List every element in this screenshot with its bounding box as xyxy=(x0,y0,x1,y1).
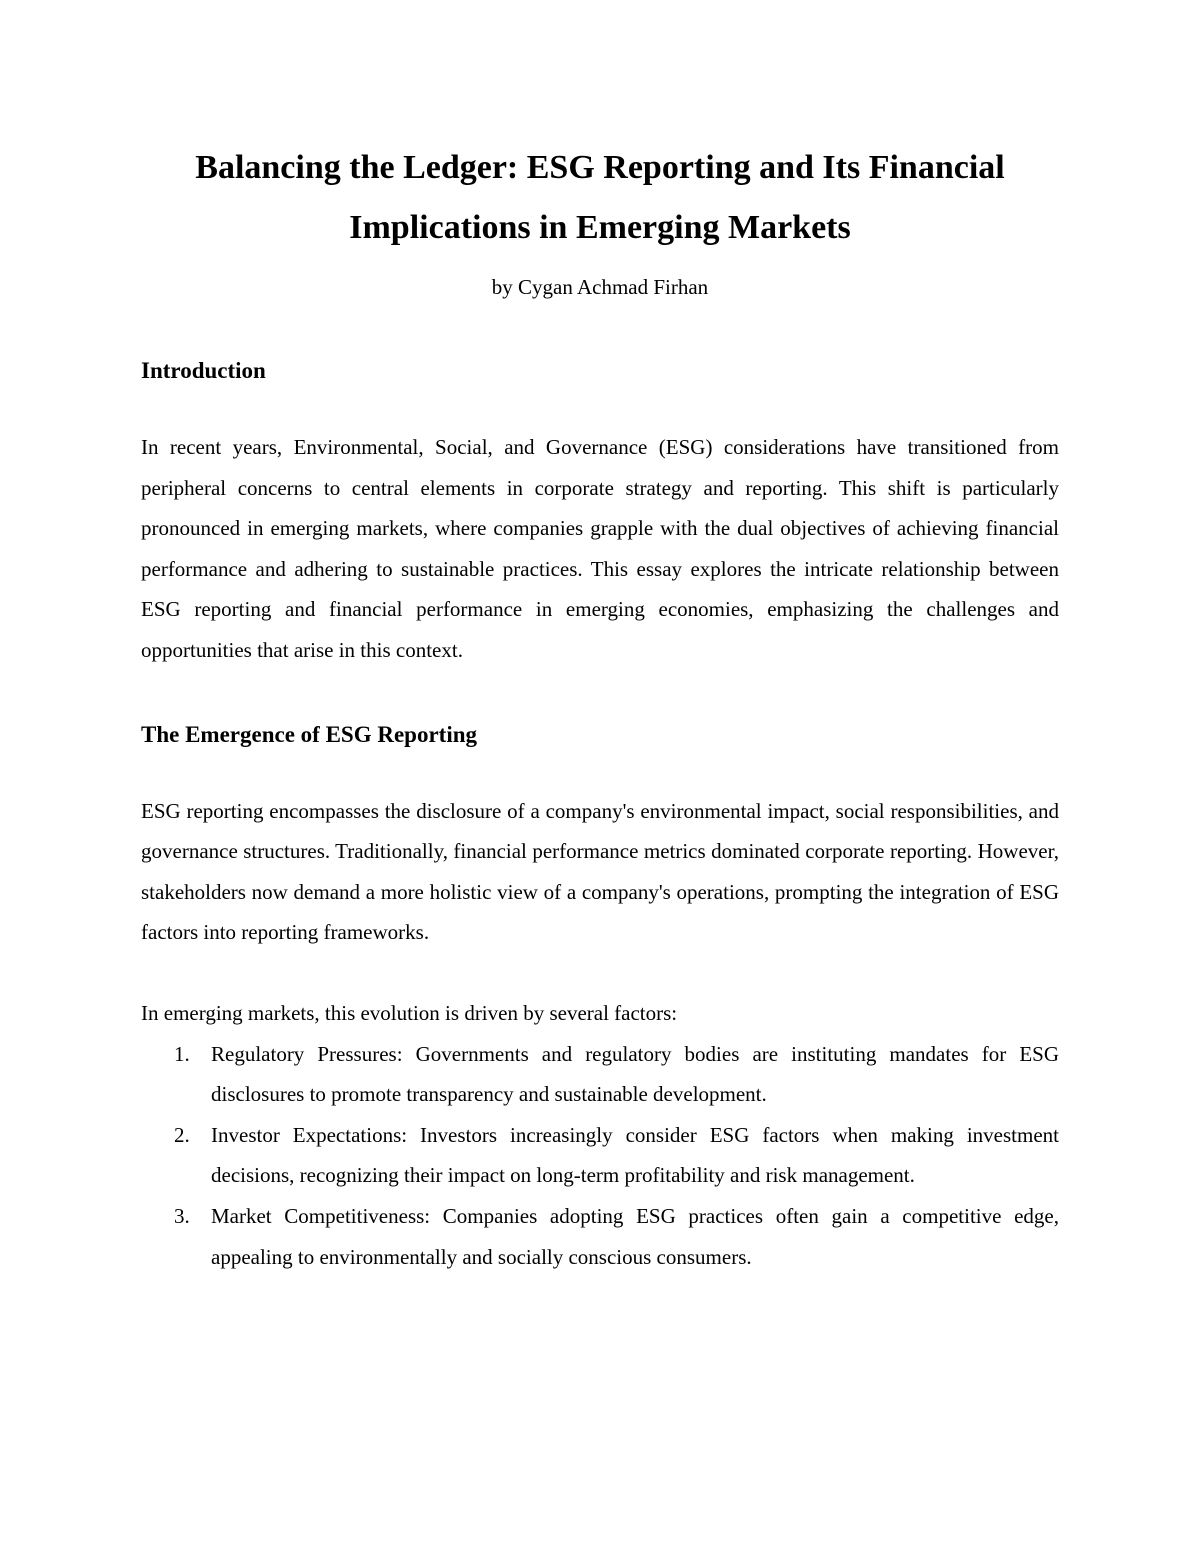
list-item-text: Regulatory Pressures: Governments and regulatory bodies are instituting mandates for ESG disclosures to promote transparency and sustainable development. xyxy=(211,1041,1059,1107)
section-heading-emergence: The Emergence of ESG Reporting xyxy=(141,721,478,747)
author-byline: by Cygan Achmad Firhan xyxy=(491,275,709,299)
list-item-number: 3. xyxy=(174,1203,190,1228)
list-item xyxy=(141,1034,1059,1115)
list-item-text: Market Competitiveness: Companies adopting ESG practices often gain a competitive edge, appealing to environmentally and socially conscious consumers. xyxy=(211,1203,1059,1269)
list-item xyxy=(141,1196,1059,1277)
factors-list xyxy=(141,1034,1059,1278)
list-item-number: 2. xyxy=(174,1122,190,1147)
list-item xyxy=(141,1115,1059,1196)
title-line-1: Balancing the Ledger: ESG Reporting and Its Financial xyxy=(195,149,1005,186)
introduction-paragraph: In recent years, Environmental, Social, and Governance (ESG) considerations have transitioned from peripheral concerns to central elements in corporate strategy and reporting. This shift is particularly pronounced in emerging markets, where companies grapple with the dual objectives of achieving financial performance and adhering to sustainable practices. This essay explores the intricate relationship between ESG reporting and financial performance in emerging economies, emphasizing the challenges and opportunities that arise in this context. xyxy=(141,435,1059,662)
list-item-number: 1. xyxy=(174,1041,190,1066)
title-line-2: Implications in Emerging Markets xyxy=(349,209,851,246)
list-item-text: Investor Expectations: Investors increasingly consider ESG factors when making investment decisions, recognizing their impact on long-term profitability and risk management. xyxy=(211,1122,1059,1188)
document-page xyxy=(141,138,1059,1277)
factors-intro-paragraph: In emerging markets, this evolution is driven by several factors: xyxy=(141,1000,678,1025)
section-heading-introduction: Introduction xyxy=(141,358,266,383)
emergence-paragraph: ESG reporting encompasses the disclosure of a company's environmental impact, social responsibilities, and governance structures. Traditionally, financial performance metrics dominated corporate reporting. However, stakeholders now demand a more holistic view of a company's operations, prompting the integration of ESG factors into reporting frameworks. xyxy=(141,798,1059,945)
document-title xyxy=(141,138,1059,258)
